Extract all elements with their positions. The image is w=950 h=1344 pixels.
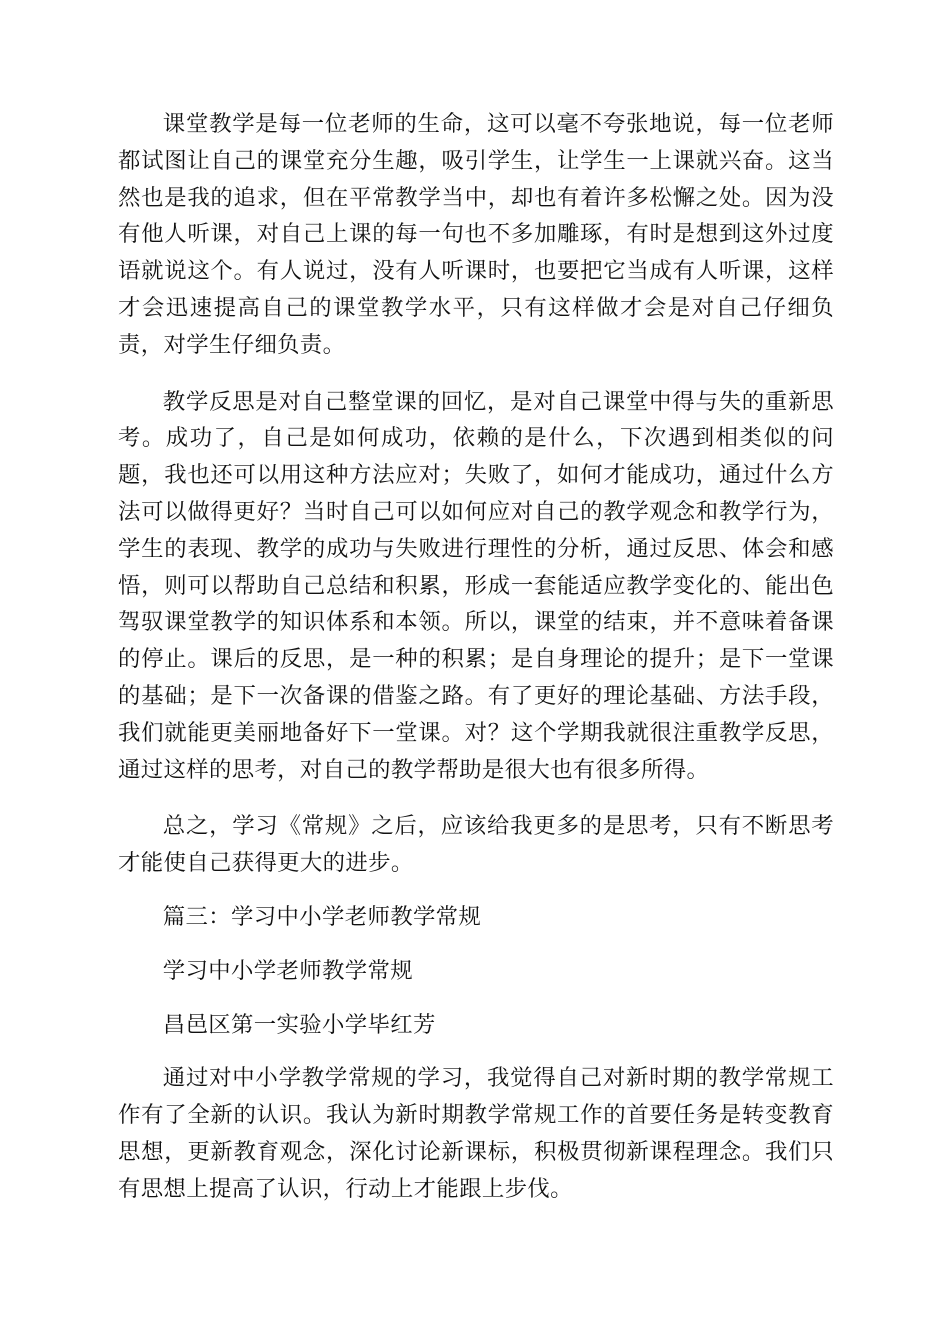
paragraph-teaching-reflection: 教学反思是对自己整堂课的回忆，是对自己课堂中得与失的重新思考。成功了，自己是如何成功，依赖的是什么，下次遇到相类似的问题，我也还可以用这种方法应对；失败了，如何才能成功，通过什么方法可以做得更好？当时自己可以如何应对自己的教学观念和教学行为，学生的表现、教学的成功与失败进行理性的分析，通过反思、体会和感悟，则可以帮助自己总结和积累，形成一套能适应教学变化的、能出色驾驭课堂教学的知识体系和本领。所以，课堂的结束，并不意味着备课的停止。课后的反思，是一种的积累；是自身理论的提升；是下一堂课的基础；是下一次备课的借鉴之路。有了更好的理论基础、方法手段，我们就能更美丽地备好下一堂课。对？这个学期我就很注重教学反思，通过这样的思考，对自己的教学帮助是很大也有很多所得。 — [118, 388, 834, 783]
paragraph-conclusion: 总之，学习《常规》之后，应该给我更多的是思考，只有不断思考才能使自己获得更大的进步。 — [118, 813, 834, 877]
document-page — [118, 106, 834, 1208]
paragraph-classroom-teaching: 课堂教学是每一位老师的生命，这可以毫不夸张地说，每一位老师都试图让自己的课堂充分生趣，吸引学生，让学生一上课就兴奋。这当然也是我的追求，但在平常教学当中，却也有着许多松懈之处。因为没有他人听课，对自己上课的每一句也不多加雕琢，有时是想到这外过度语就说这个。有人说过，没有人听课时，也要把它当成有人听课，这样才会迅速提高自己的课堂教学水平，只有这样做才会是对自己仔细负责，对学生仔细负责。 — [118, 111, 834, 358]
section-heading: 篇三：学习中小学老师教学常规 — [162, 903, 482, 930]
article-author: 昌邑区第一实验小学毕红芳 — [162, 1011, 436, 1038]
article-title: 学习中小学老师教学常规 — [162, 957, 413, 984]
paragraph-new-understanding: 通过对中小学教学常规的学习，我觉得自己对新时期的教学常规工作有了全新的认识。我认为新时期教学常规工作的首要任务是转变教育思想，更新教育观念，深化讨论新课标，积极贯彻新课程理念。我们只有思想上提高了认识，行动上才能跟上步伐。 — [118, 1065, 834, 1202]
